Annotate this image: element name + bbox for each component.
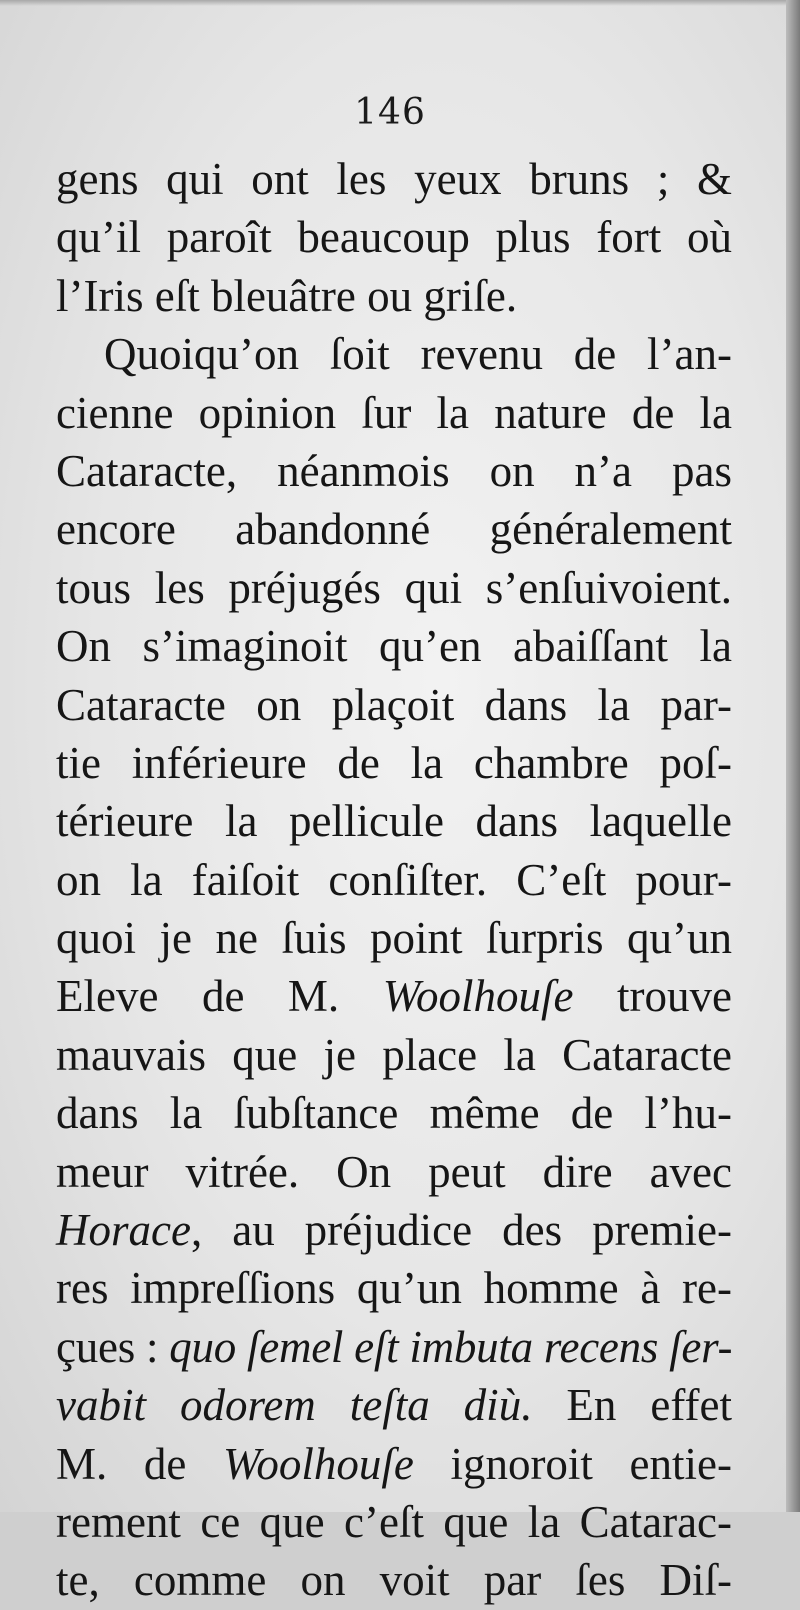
text-line bbox=[56, 851, 732, 909]
italic-segment: Woolhouſe bbox=[382, 971, 574, 1022]
text-line bbox=[56, 559, 732, 617]
text-segment: rement ce que c’eſt que la Catarac- bbox=[56, 1496, 732, 1547]
text-segment: M. de bbox=[56, 1438, 223, 1489]
text-segment: En effet bbox=[532, 1380, 732, 1431]
text-line bbox=[56, 208, 732, 266]
text-line bbox=[56, 617, 732, 675]
text-segment: Eleve de M. bbox=[56, 971, 383, 1022]
text-segment: Cataracte on plaçoit dans la par- bbox=[56, 679, 732, 730]
body-text bbox=[56, 150, 732, 1610]
text-segment: meur vitrée. On peut dire avec bbox=[56, 1146, 732, 1197]
text-line bbox=[56, 1259, 732, 1317]
page-right-edge bbox=[786, 0, 800, 1512]
text-segment: mauvais que je place la Cataracte bbox=[56, 1029, 732, 1080]
text-segment: encore abandonné généralement bbox=[56, 504, 732, 555]
text-segment: ignoroit entie- bbox=[413, 1438, 732, 1489]
text-segment: , au préjudice des premie- bbox=[190, 1205, 732, 1256]
text-segment: res impreſſions qu’un homme à re- bbox=[56, 1263, 732, 1314]
text-line bbox=[56, 1026, 732, 1084]
text-line bbox=[56, 1318, 732, 1376]
text-segment: qu’il paroît beaucoup plus fort où bbox=[56, 212, 732, 263]
page-number: 146 bbox=[354, 92, 426, 133]
text-line bbox=[56, 1493, 732, 1551]
text-line bbox=[56, 1551, 732, 1609]
text-line bbox=[56, 1435, 732, 1493]
text-line bbox=[56, 442, 732, 500]
text-line bbox=[56, 1143, 732, 1201]
text-segment: çues : bbox=[56, 1321, 170, 1372]
text-segment: tous les préjugés qui s’enſuivoient. bbox=[56, 562, 732, 613]
text-segment: te, comme on voit par ſes Diſ- bbox=[56, 1555, 732, 1606]
text-segment: On s’imaginoit qu’en abaiſſant la bbox=[56, 621, 732, 672]
text-segment: on la faiſoit conſiſter. C’eſt pour- bbox=[56, 854, 732, 905]
text-line bbox=[56, 384, 732, 442]
text-segment: Cataracte, néanmois on n’a pas bbox=[56, 445, 732, 496]
italic-segment: Horace bbox=[56, 1205, 191, 1256]
text-segment: tie inférieure de la chambre poſ- bbox=[56, 737, 732, 788]
text-line bbox=[56, 909, 732, 967]
text-line bbox=[56, 500, 732, 558]
text-segment: térieure la pellicule dans laquelle bbox=[56, 796, 732, 847]
text-line bbox=[56, 967, 732, 1025]
italic-segment: vabit odorem teſta diù. bbox=[56, 1380, 533, 1431]
text-segment: gens qui ont les yeux bruns ; & bbox=[56, 154, 732, 204]
page-top-edge bbox=[0, 0, 800, 6]
text-line bbox=[56, 150, 732, 208]
text-line bbox=[56, 1376, 732, 1434]
text-segment: quoi je ne ſuis point ſurpris qu’un bbox=[56, 913, 732, 964]
italic-segment: Woolhouſe bbox=[222, 1438, 414, 1489]
italic-segment: quo ſemel eſt imbuta recens ſer- bbox=[169, 1321, 733, 1372]
text-segment: cienne opinion ſur la nature de la bbox=[56, 387, 732, 438]
text-line bbox=[56, 325, 732, 383]
text-segment: Quoiqu’on ſoit revenu de l’an- bbox=[104, 329, 732, 380]
text-line bbox=[56, 267, 732, 325]
text-line bbox=[56, 676, 732, 734]
text-line bbox=[56, 1201, 732, 1259]
text-segment: l’Iris eſt bleuâtre ou griſe. bbox=[56, 270, 518, 321]
text-segment: trouve bbox=[573, 971, 732, 1022]
text-line bbox=[56, 734, 732, 792]
text-line bbox=[56, 1084, 732, 1142]
text-segment: dans la ſubſtance même de l’hu- bbox=[56, 1088, 732, 1139]
text-line bbox=[56, 792, 732, 850]
